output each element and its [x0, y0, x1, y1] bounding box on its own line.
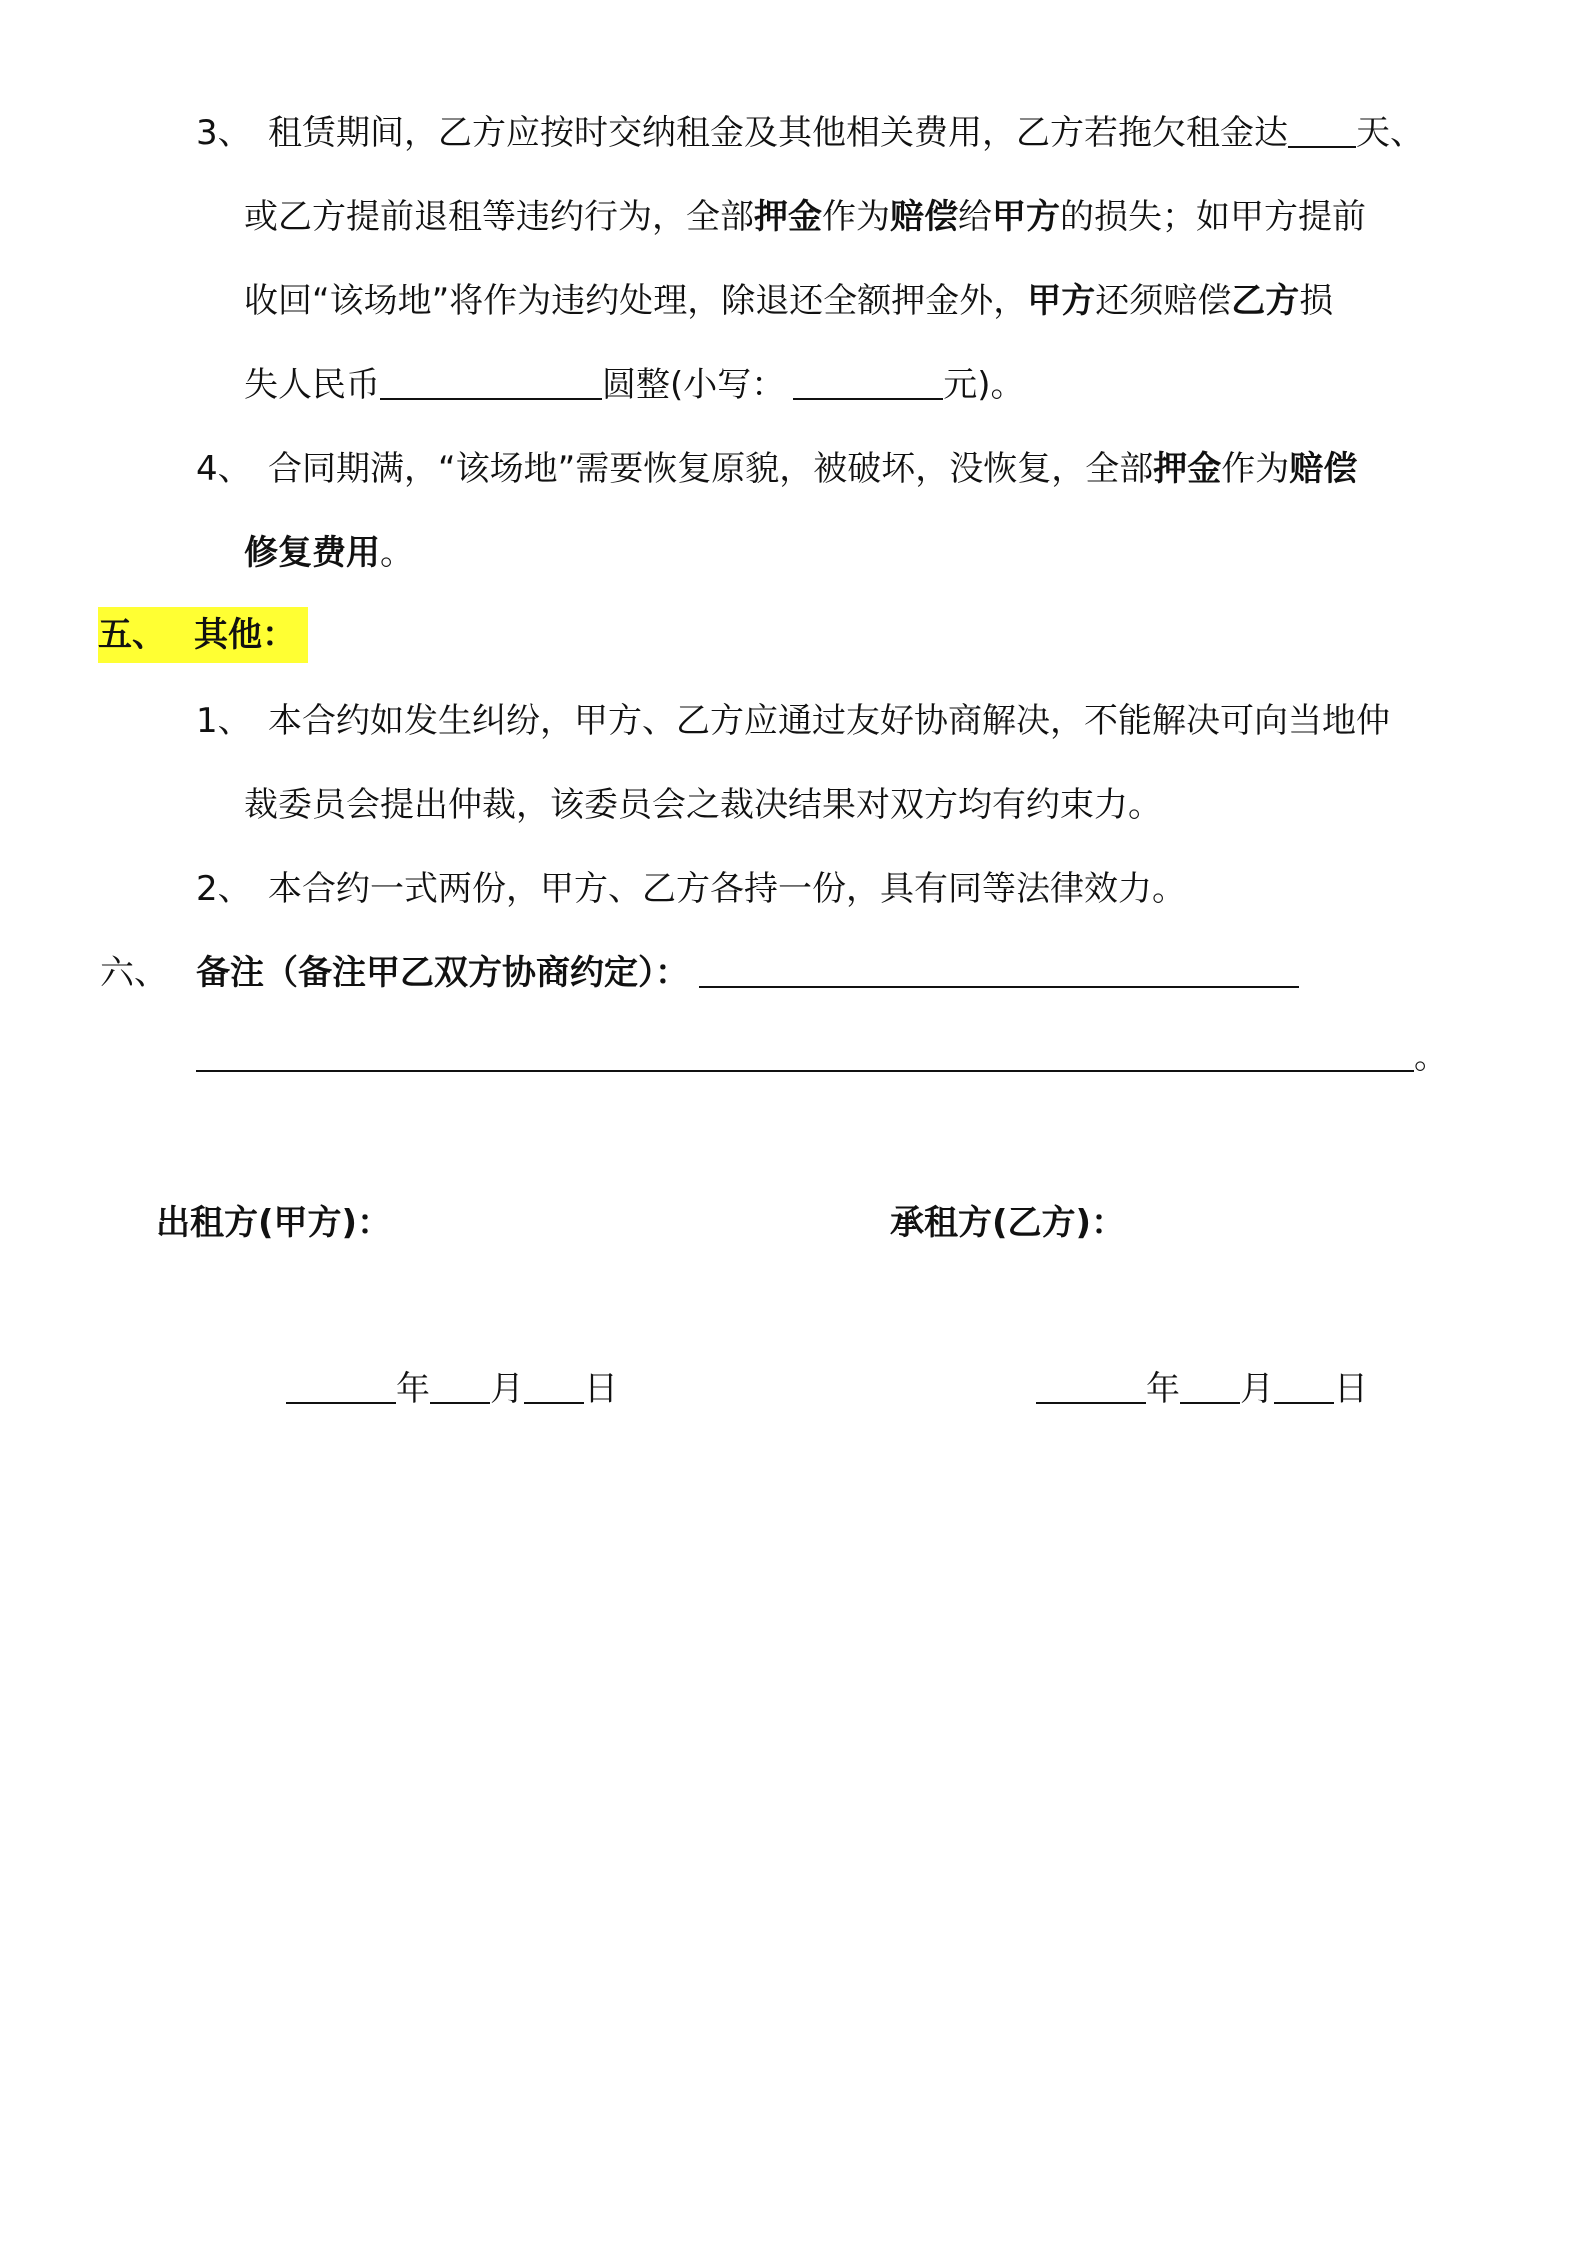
bold-text: 赔偿 — [1289, 449, 1358, 489]
text: 租赁期间，乙方应按时交纳租金及其他相关费用，乙方若拖欠租金达 — [268, 113, 1288, 153]
blank-year — [1036, 1372, 1146, 1404]
blank-days — [1288, 116, 1356, 148]
bold-text: 修复费用 — [244, 533, 380, 573]
text: 。 — [380, 533, 414, 573]
text: 本合约如发生纠纷，甲方、乙方应通过友好协商解决，不能解决可向当地仲 — [268, 701, 1390, 741]
bold-text: 甲方 — [1027, 281, 1096, 321]
text: 。 — [1414, 1037, 1448, 1077]
section-title: 其他： — [194, 615, 296, 655]
blank-amount-words — [380, 368, 602, 400]
clause-number: 4、 — [196, 449, 252, 489]
highlighted-heading — [98, 607, 308, 663]
text: 作为 — [1221, 449, 1290, 489]
text: 天、 — [1356, 113, 1424, 153]
text: 给 — [958, 197, 992, 237]
text: 损 — [1299, 281, 1334, 321]
text: 年 — [396, 1369, 430, 1409]
s5-clause1-line1 — [196, 700, 1390, 742]
section-number: 六、 — [100, 953, 168, 993]
text: 还须赔偿 — [1095, 281, 1232, 321]
clause3-line3 — [244, 280, 1333, 322]
bold-text: 押金 — [1153, 449, 1222, 489]
clause-number: 3、 — [196, 113, 252, 153]
text: 或乙方提前退租等违约行为，全部 — [244, 197, 754, 237]
text: 日 — [1334, 1369, 1368, 1409]
blank-month — [430, 1372, 490, 1404]
clause4-line2 — [244, 532, 414, 574]
blank-remarks-2 — [196, 1040, 1414, 1072]
text: 本合约一式两份，甲方、乙方各持一份，具有同等法律效力。 — [268, 869, 1186, 909]
clause3-line4 — [244, 364, 1025, 406]
blank-amount-figures — [793, 368, 943, 400]
bold-text: 乙方 — [1231, 281, 1300, 321]
text: 元)。 — [943, 365, 1025, 405]
text: 月 — [1240, 1369, 1274, 1409]
s5-clause2-line1 — [196, 868, 1186, 910]
s5-clause1-line2 — [244, 784, 1162, 826]
blank-month — [1180, 1372, 1240, 1404]
text: 失人民币 — [244, 365, 380, 405]
clause4-line1 — [196, 448, 1357, 490]
section-title: 备注（备注甲乙双方协商约定）： — [196, 953, 689, 993]
text: 收回“该场地”将作为违约处理，除退还全额押金外， — [244, 281, 1028, 321]
blank-year — [286, 1372, 396, 1404]
lessor-label: 出租方(甲方)： — [156, 1203, 392, 1243]
bold-text: 甲方 — [992, 197, 1060, 237]
text: 日 — [584, 1369, 618, 1409]
section6-line2 — [196, 1036, 1448, 1078]
text: 月 — [490, 1369, 524, 1409]
lessee-date — [1036, 1368, 1368, 1410]
text: 年 — [1146, 1369, 1180, 1409]
blank-day — [1274, 1372, 1334, 1404]
text: 合同期满，“该场地”需要恢复原貌，被破坏，没恢复，全部 — [268, 449, 1154, 489]
text: 作为 — [822, 197, 890, 237]
clause-number: 1、 — [196, 701, 252, 741]
section5-heading — [100, 614, 308, 656]
clause3-line2 — [244, 196, 1366, 238]
blank-remarks-1 — [699, 956, 1299, 988]
lessee-label: 承租方(乙方)： — [890, 1203, 1126, 1243]
text: 裁委员会提出仲裁，该委员会之裁决结果对双方均有约束力。 — [244, 785, 1162, 825]
section6-heading — [100, 952, 1299, 994]
text: 圆整(小写： — [602, 365, 786, 405]
bold-text: 赔偿 — [890, 197, 958, 237]
text: 的损失；如甲方提前 — [1060, 197, 1366, 237]
clause3-line1 — [196, 112, 1424, 154]
clause-number: 2、 — [196, 869, 252, 909]
section-number: 五、 — [98, 615, 166, 655]
blank-day — [524, 1372, 584, 1404]
lessor-date — [286, 1368, 618, 1410]
bold-text: 押金 — [754, 197, 822, 237]
